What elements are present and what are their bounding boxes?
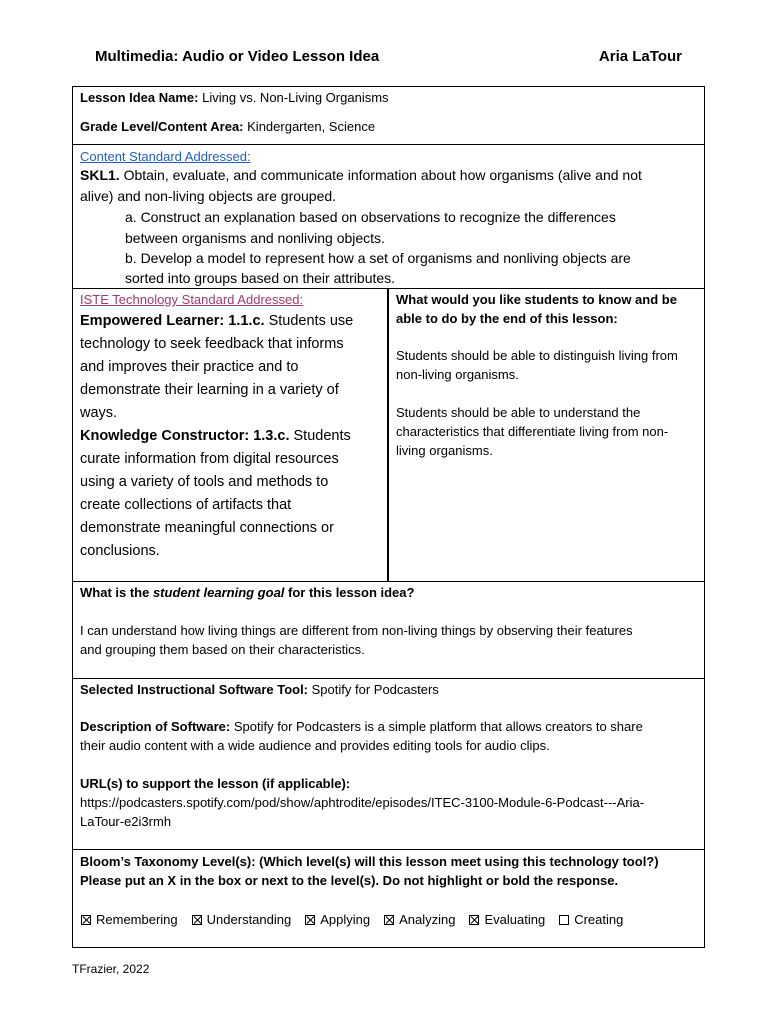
grade-level-label: Grade Level/Content Area:	[80, 119, 244, 134]
goal-answer-line: and grouping them based on their characteristics.	[80, 642, 365, 657]
author-name: Aria LaTour	[598, 48, 682, 65]
bloom-option-label: Analyzing	[399, 912, 456, 927]
iste-text-line: ways.	[80, 405, 118, 421]
bloom-question-line: Bloom’s Taxonomy Level(s): (Which level(s) will this lesson meet using this technology tool?)	[80, 854, 659, 869]
iste-text-line: Students use	[268, 313, 354, 329]
iste-text-line: using a variety of tools and methods to	[80, 474, 329, 490]
bloom-option-label: Applying	[320, 912, 371, 927]
content-standard-line2: alive) and non-living objects are grouped.	[80, 188, 337, 204]
outcome-answer-2	[396, 403, 668, 460]
content-standard-item-a: a. Construct an explanation based on observations to recognize the differences	[125, 209, 616, 225]
grade-level-row	[80, 117, 375, 136]
outcomes-question-line: What would you like students to know and be	[396, 292, 677, 307]
software-description-label: Description of Software:	[80, 719, 231, 734]
bloom-option-remembering[interactable]	[81, 910, 178, 929]
lesson-url[interactable]	[80, 793, 644, 831]
checkbox-icon[interactable]	[384, 915, 394, 925]
footer-credit: TFrazier, 2022	[72, 962, 150, 976]
goal-question-part: What is the	[80, 585, 153, 600]
outcome-line: non-living organisms.	[396, 367, 519, 382]
iste-text-line: demonstrate meaningful connections or	[80, 520, 334, 536]
divider-line	[72, 678, 705, 679]
software-tool-value: Spotify for Podcasters	[311, 682, 439, 697]
divider-line	[72, 581, 705, 582]
software-description-line: Spotify for Podcasters is a simple platform that allows creators to share	[233, 719, 643, 734]
iste-text-line: Students	[293, 428, 351, 444]
checkbox-icon[interactable]	[305, 915, 315, 925]
software-description-line: their audio content with a wide audience and provides editing tools for audio clips.	[80, 738, 550, 753]
outcome-line: characteristics that differentiate living from non-	[396, 424, 669, 439]
bloom-option-label: Remembering	[96, 912, 178, 927]
checkbox-icon[interactable]	[81, 915, 91, 925]
lesson-name-value: Living vs. Non-Living Organisms	[202, 90, 389, 105]
content-standard-item-a-cont: between organisms and nonliving objects.	[125, 230, 385, 246]
outcome-line: living organisms.	[396, 443, 493, 458]
iste-text-line: curate information from digital resources	[80, 451, 339, 467]
software-tool-row	[80, 680, 439, 699]
checkbox-icon[interactable]	[469, 915, 479, 925]
divider-line	[72, 849, 705, 850]
bloom-option-analyzing[interactable]	[384, 910, 455, 929]
iste-standard-1-title: Empowered Learner: 1.1.c.	[80, 313, 265, 329]
bloom-option-label: Understanding	[206, 912, 292, 927]
checkbox-icon[interactable]	[192, 915, 202, 925]
grade-level-value: Kindergarten, Science	[247, 119, 376, 134]
software-description	[80, 717, 643, 755]
iste-standard-heading: ISTE Technology Standard Addressed:	[80, 292, 304, 307]
lesson-url-line[interactable]: LaTour-e2i3rmh	[80, 814, 172, 829]
column-divider	[387, 288, 389, 581]
content-standard-text: Obtain, evaluate, and communicate information about how organisms (alive and not	[123, 167, 642, 183]
outcomes-question-line: able to do by the end of this lesson:	[396, 311, 618, 326]
iste-text-line: and improves their practice and to	[80, 359, 299, 375]
iste-text-line: conclusions.	[80, 543, 160, 559]
goal-question-emphasis: student learning goal	[152, 585, 285, 600]
bloom-question-line: Please put an X in the box or next to the level(s). Do not highlight or bold the response.	[80, 873, 619, 888]
lesson-name-row	[80, 88, 389, 107]
checkbox-icon[interactable]	[559, 915, 569, 925]
content-standard-code: SKL1.	[80, 167, 120, 183]
bloom-option-understanding[interactable]	[192, 910, 292, 929]
iste-standard-2-title: Knowledge Constructor: 1.3.c.	[80, 428, 290, 444]
bloom-option-label: Evaluating	[484, 912, 546, 927]
divider-line	[72, 144, 705, 145]
software-tool-label: Selected Instructional Software Tool:	[80, 682, 309, 697]
goal-answer-line: I can understand how living things are different from non-living things by observing their features	[80, 623, 633, 638]
outcome-line: Students should be able to distinguish living from	[396, 348, 678, 363]
bloom-option-evaluating[interactable]	[469, 910, 545, 929]
outcomes-question	[396, 290, 677, 328]
content-standard-item-b-cont: sorted into groups based on their attributes.	[125, 270, 396, 286]
bloom-question	[80, 852, 659, 890]
iste-standard-text	[80, 310, 353, 563]
lesson-url-line[interactable]: https://podcasters.spotify.com/pod/show/aphtrodite/episodes/ITEC-3100-Module-6-Podcast---Aria-	[80, 795, 645, 810]
content-standard-heading: Content Standard Addressed:	[80, 149, 251, 164]
content-standard-line1	[80, 165, 642, 186]
bloom-option-creating[interactable]	[559, 910, 623, 929]
bloom-option-label: Creating	[574, 912, 624, 927]
content-standard-item-b: b. Develop a model to represent how a set of organisms and nonliving objects are	[125, 250, 631, 266]
document-title: Multimedia: Audio or Video Lesson Idea	[95, 48, 380, 65]
iste-text-line: technology to seek feedback that informs	[80, 336, 344, 352]
lesson-name-label: Lesson Idea Name:	[80, 90, 199, 105]
iste-text-line: create collections of artifacts that	[80, 497, 292, 513]
learning-goal-question	[80, 583, 414, 602]
url-label: URL(s) to support the lesson (if applicable):	[80, 776, 351, 791]
bloom-option-applying[interactable]	[305, 910, 370, 929]
outcome-line: Students should be able to understand the	[396, 405, 641, 420]
outcome-answer-1	[396, 346, 678, 384]
bloom-levels	[81, 910, 637, 930]
goal-question-part: for this lesson idea?	[284, 585, 415, 600]
iste-text-line: demonstrate their learning in a variety of	[80, 382, 339, 398]
learning-goal-answer	[80, 621, 633, 659]
